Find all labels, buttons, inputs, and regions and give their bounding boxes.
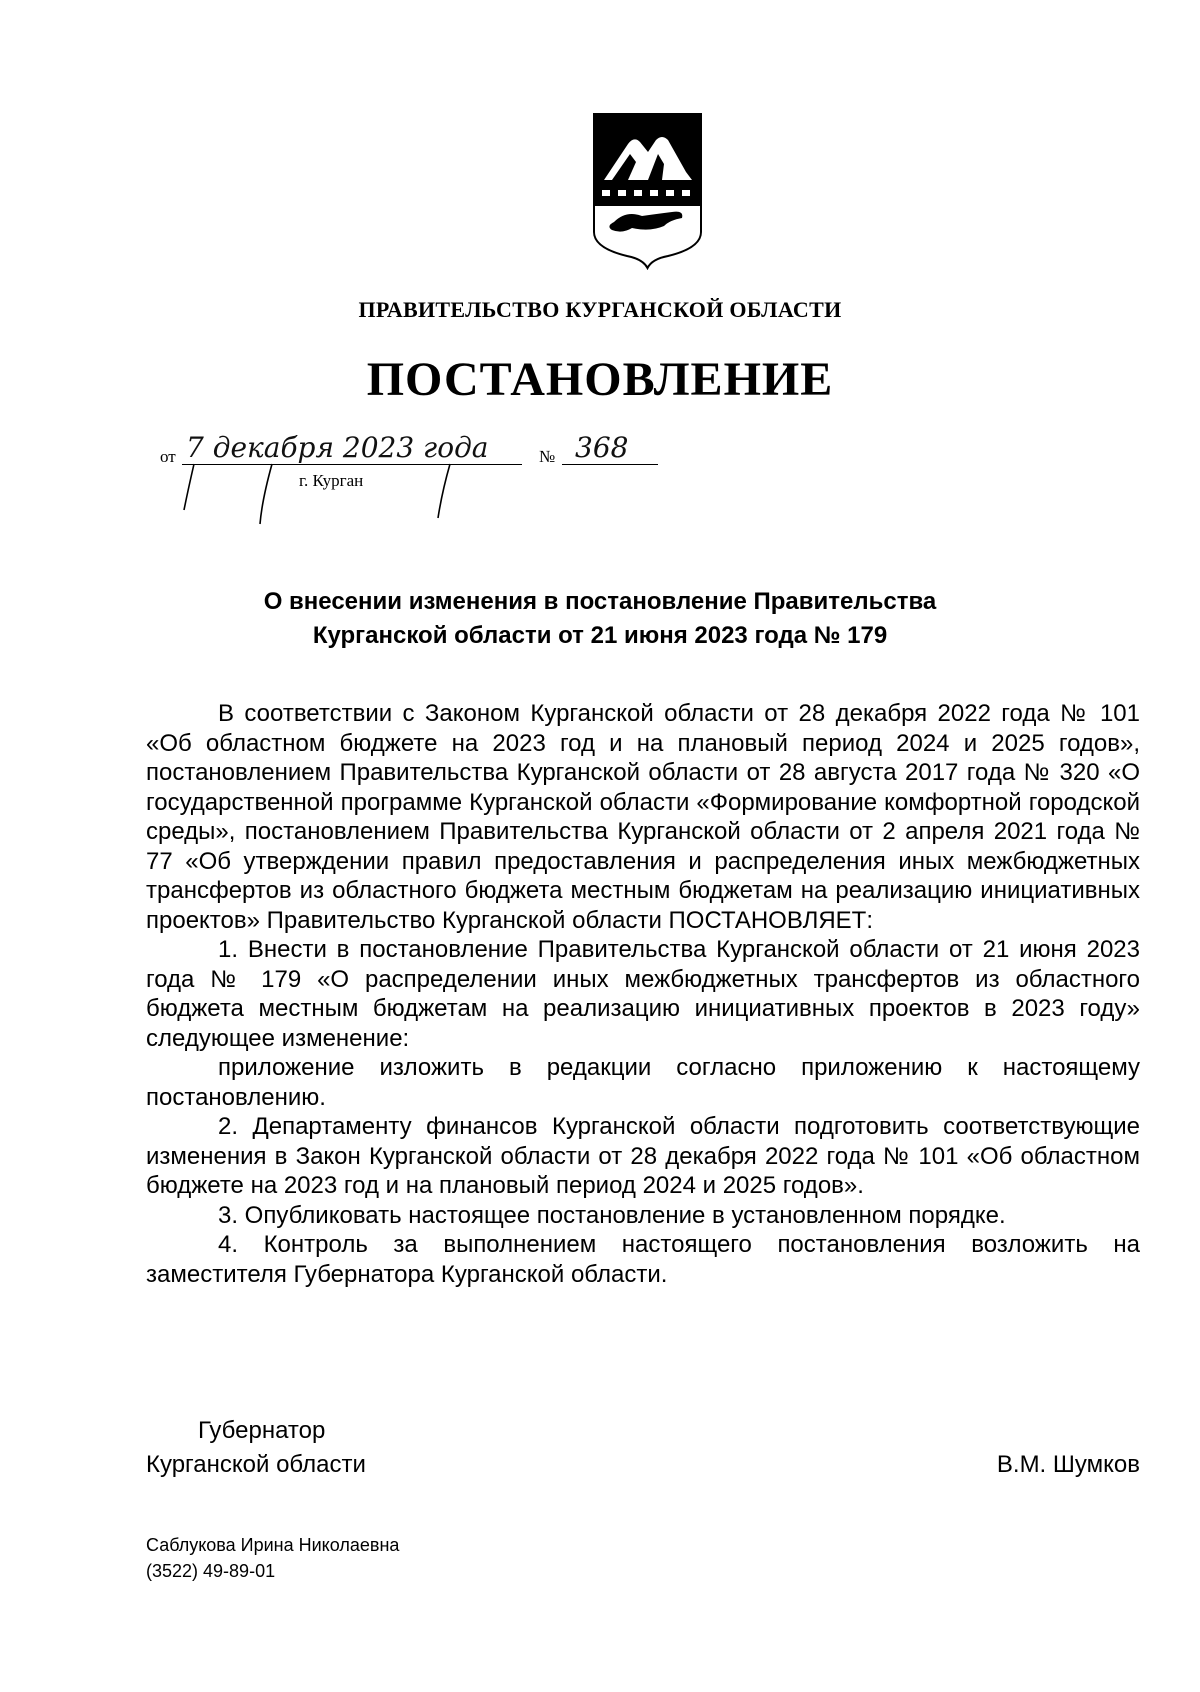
document-type-title: ПОСТАНОВЛЕНИЕ xyxy=(366,353,834,406)
number-underline xyxy=(562,464,658,465)
item-3-paragraph: 3. Опубликовать настоящее постановление в установленном порядке. xyxy=(218,1201,1006,1229)
signer-position-line-2: Курганской области xyxy=(146,1451,366,1478)
handwritten-number: 368 xyxy=(575,431,629,464)
coat-of-arms-emblem xyxy=(590,110,705,270)
item-2-paragraph: 2. Департаменту финансов Курганской области подготовить соответствующие изменения в Закон Курганской области от 28 декабря 2022 года № 101 «Об областном бюджете на 2023 год и на плановый период 2024 и 2025 годов». xyxy=(146,1113,1140,1199)
document-subject xyxy=(0,585,1200,653)
handwritten-date: 7 декабря 2023 года xyxy=(186,431,489,464)
city-label: г. Курган xyxy=(299,471,364,490)
item-1-sub-paragraph: приложение изложить в редакции согласно приложению к настоящему постановлению. xyxy=(146,1054,1140,1111)
number-prefix: № xyxy=(539,447,556,466)
organization-name: ПРАВИТЕЛЬСТВО КУРГАНСКОЙ ОБЛАСТИ xyxy=(358,297,842,322)
preamble-paragraph: В соответствии с Законом Курганской области от 28 декабря 2022 года № 101 «Об областном бюджете на 2023 год и на плановый период 2024 и 2025 годов», постановлением Правительства Курганской области от 28 августа 2017 года № 320 «О государственной программе Курганской области «Формирование комфортной городской среды», постановлением Правительства Курганской области от 2 апреля 2021 года № 77 «Об утверждении правил предоставления и распределения иных межбюджетных трансфертов из областного бюджета местным бюджетам на реализацию инициативных проектов» Правительство Курганской области ПОСТАНОВЛЯЕТ: xyxy=(146,700,1140,934)
executor-phone: (3522) 49-89-01 xyxy=(146,1561,276,1581)
handwriting-strokes xyxy=(180,460,480,540)
executor-block xyxy=(146,1532,399,1584)
date-prefix: от xyxy=(160,447,176,466)
executor-name: Саблукова Ирина Николаевна xyxy=(146,1535,400,1555)
signer-position-line-1: Губернатор xyxy=(198,1417,326,1444)
subject-line-1: О внесении изменения в постановление Правительства xyxy=(263,588,937,615)
subject-line-2: Курганской области от 21 июня 2023 года № 179 xyxy=(312,622,888,649)
document-body xyxy=(146,699,1140,1289)
item-4-paragraph: 4. Контроль за выполнением настоящего постановления возложить на заместителя Губернатора Курганской области. xyxy=(146,1231,1140,1288)
signer-name: В.М. Шумков xyxy=(996,1451,1140,1478)
item-1-paragraph: 1. Внести в постановление Правительства Курганской области от 21 июня 2023 года № 179 «О распределении иных межбюджетных трансфертов из областного бюджета местным бюджетам на реализацию инициативных проектов в 2023 году» следующее изменение: xyxy=(146,936,1140,1052)
